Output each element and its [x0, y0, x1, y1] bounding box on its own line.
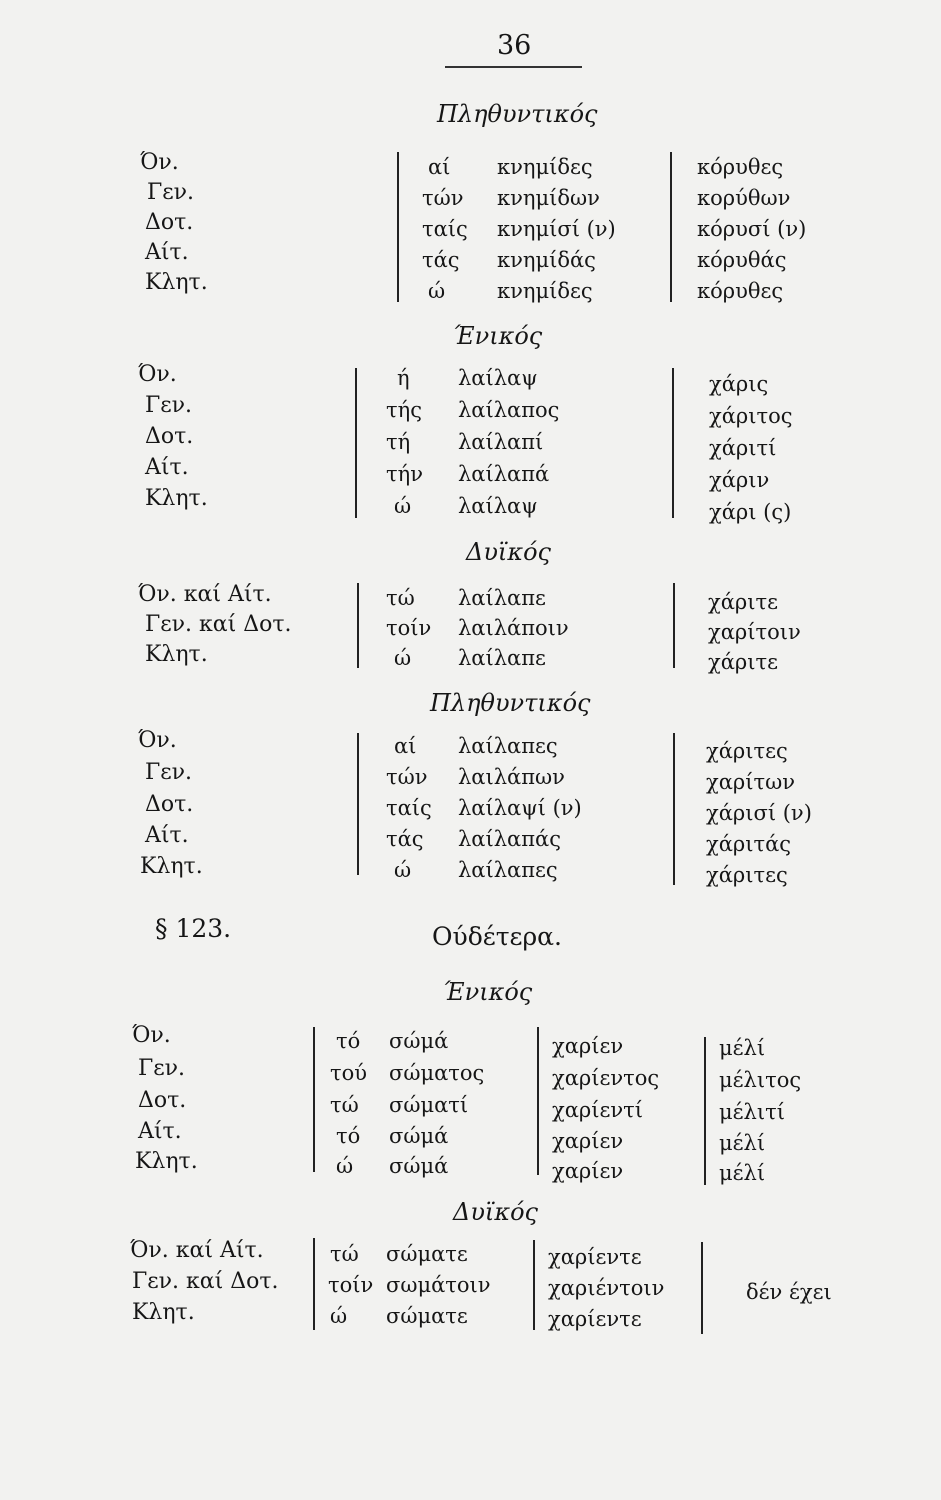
adjective-cell: χαρίεντε [548, 1307, 642, 1331]
noun-cell: σώμά [389, 1154, 449, 1178]
case-label: Δοτ. [145, 424, 194, 449]
noun-cell: σώματί [389, 1093, 469, 1117]
article-cell: ώ [394, 858, 412, 882]
case-label: Δοτ. [138, 1088, 187, 1113]
noun-cell: χάριτάς [706, 832, 792, 856]
adjective-cell: χαρίεν [552, 1129, 624, 1153]
adjective-cell: χαρίεντε [548, 1245, 642, 1269]
noun-cell: κόρυθάς [697, 248, 787, 272]
article-cell: τοίν [386, 616, 432, 640]
case-label: Γεν. [147, 180, 195, 205]
adjective-cell: χαρίεν [552, 1159, 624, 1183]
adjective-cell: χαρίεν [552, 1034, 624, 1058]
noun-cell: σώματε [386, 1304, 468, 1328]
article-cell: τοίν [328, 1273, 374, 1297]
noun-cell: κνημίδες [497, 155, 593, 179]
noun-cell: σώμά [389, 1029, 449, 1053]
article-cell: τών [422, 186, 464, 210]
column-divider [670, 152, 672, 302]
noun-cell: χάρι (ς) [709, 500, 792, 524]
article-cell: τάς [422, 248, 460, 272]
noun-cell: λαίλαπάς [458, 827, 561, 851]
noun-cell: χαρίτοιν [708, 620, 801, 644]
section-heading: Πληθυντικός [437, 100, 598, 128]
case-label: Αίτ. [138, 1119, 182, 1144]
case-label: Γεν. καί Δοτ. [145, 612, 292, 637]
column-divider [357, 733, 359, 875]
case-label: Γεν. [138, 1056, 186, 1081]
noun-cell: χάριτος [709, 404, 793, 428]
section-heading: Δυϊκός [453, 1198, 538, 1226]
article-cell: αί [428, 155, 451, 179]
case-label: Κλητ. [140, 854, 203, 879]
article-cell: ώ [330, 1304, 348, 1328]
noun-cell: χάριν [709, 468, 770, 492]
noun-cell: χάρις [709, 372, 769, 396]
noun-cell: σώματε [386, 1242, 468, 1266]
noun-cell: λαιλάπων [458, 765, 565, 789]
noun-cell: μέλιτος [719, 1068, 802, 1092]
noun-cell: σώμά [389, 1124, 449, 1148]
noun-cell: κνημίσί (ν) [497, 217, 616, 241]
noun-cell: κόρυθες [697, 279, 784, 303]
column-divider [313, 1027, 315, 1172]
noun-cell: λαίλαπί [458, 430, 544, 454]
case-label: Γεν. [145, 393, 193, 418]
article-cell: τών [386, 765, 428, 789]
case-label: Δοτ. [145, 792, 194, 817]
noun-cell: κνημίδες [497, 279, 593, 303]
case-label: Κλητ. [145, 270, 208, 295]
case-label: Αίτ. [145, 240, 189, 265]
section-heading: Ένικός [443, 978, 533, 1006]
column-divider [313, 1238, 315, 1330]
case-label: Γεν. [145, 760, 193, 785]
adjective-cell: χαρίεντί [552, 1098, 643, 1122]
noun-cell: μέλί [719, 1131, 766, 1155]
header-rule [445, 66, 582, 68]
section-subtitle: Ούδέτερα. [432, 922, 563, 951]
column-divider [672, 368, 674, 518]
article-cell: τάς [386, 827, 424, 851]
article-cell: ώ [394, 494, 412, 518]
column-divider [673, 583, 675, 668]
article-cell: τήν [386, 462, 423, 486]
noun-cell: κόρυσί (ν) [697, 217, 807, 241]
article-cell: ταίς [386, 796, 432, 820]
article-cell: τώ [386, 586, 415, 610]
noun-cell: λαίλαψ [458, 494, 538, 518]
noun-cell: λαιλάποιν [458, 616, 569, 640]
article-cell: αί [394, 734, 417, 758]
article-cell: τού [330, 1061, 368, 1085]
case-label: Όν. [132, 1023, 171, 1048]
case-label: Όν. [138, 362, 177, 387]
column-divider [355, 368, 357, 518]
page-number: 36 [497, 30, 532, 61]
noun-cell: λαίλαπε [458, 646, 546, 670]
article-cell: τό [336, 1124, 361, 1148]
noun-cell: μέλί [719, 1036, 766, 1060]
noun-cell: λαίλαπε [458, 586, 546, 610]
noun-cell: χαρίτων [706, 770, 795, 794]
noun-cell: μέλιτί [719, 1100, 785, 1124]
noun-cell: χάρισί (ν) [706, 801, 812, 825]
case-label: Όν. [140, 150, 179, 175]
case-label: Δοτ. [145, 210, 194, 235]
noun-cell: χάριτες [706, 739, 788, 763]
noun-cell: λαίλαπες [458, 734, 558, 758]
article-cell: ώ [336, 1154, 354, 1178]
section-heading: Πληθυντικός [430, 689, 591, 717]
case-label: Αίτ. [145, 823, 189, 848]
section-heading: Ένικός [453, 322, 543, 350]
column-divider [701, 1242, 703, 1334]
noun-cell: λαίλαπες [458, 858, 558, 882]
noun-cell: μέλί [719, 1161, 766, 1185]
case-label: Όν. [138, 728, 177, 753]
article-cell: τή [386, 430, 411, 454]
case-label: Γεν. καί Δοτ. [132, 1269, 279, 1294]
noun-cell: σωμάτοιν [386, 1273, 491, 1297]
noun-cell: χάριτε [708, 590, 778, 614]
noun-cell: λαίλαψ [458, 366, 538, 390]
article-cell: τώ [330, 1242, 359, 1266]
article-cell: ταίς [422, 217, 468, 241]
noun-cell: χάριτί [709, 436, 777, 460]
noun-cell: κνημίδων [497, 186, 600, 210]
article-cell: τό [336, 1029, 361, 1053]
noun-cell: λαίλαπά [458, 462, 550, 486]
noun-cell: κόρυθες [697, 155, 784, 179]
noun-cell: λαίλαπος [458, 398, 560, 422]
case-label: Όν. καί Αίτ. [130, 1238, 264, 1263]
column-divider [357, 583, 359, 668]
noun-cell: σώματος [389, 1061, 485, 1085]
case-label: Όν. καί Αίτ. [138, 582, 272, 607]
case-label: Κλητ. [132, 1300, 195, 1325]
noun-cell: κνημίδάς [497, 248, 596, 272]
case-label: Κλητ. [145, 486, 208, 511]
article-cell: ή [397, 366, 410, 390]
column-divider [537, 1027, 539, 1175]
adjective-cell: χαριέντοιν [548, 1276, 665, 1300]
column-divider [704, 1037, 706, 1185]
column-divider [397, 152, 399, 302]
noun-cell: λαίλαψί (ν) [458, 796, 582, 820]
section-heading: Δυϊκός [466, 538, 551, 566]
column-divider [533, 1240, 535, 1330]
defective-note: δέν έχει [746, 1280, 832, 1304]
paragraph-number: § 123. [155, 914, 232, 943]
case-label: Κλητ. [135, 1149, 198, 1174]
article-cell: ώ [394, 646, 412, 670]
noun-cell: χάριτες [706, 863, 788, 887]
adjective-cell: χαρίεντος [552, 1066, 660, 1090]
article-cell: ώ [428, 279, 446, 303]
article-cell: τώ [330, 1093, 359, 1117]
column-divider [673, 733, 675, 885]
case-label: Αίτ. [145, 455, 189, 480]
case-label: Κλητ. [145, 642, 208, 667]
noun-cell: χάριτε [708, 650, 778, 674]
article-cell: τής [386, 398, 422, 422]
noun-cell: κορύθων [697, 186, 791, 210]
